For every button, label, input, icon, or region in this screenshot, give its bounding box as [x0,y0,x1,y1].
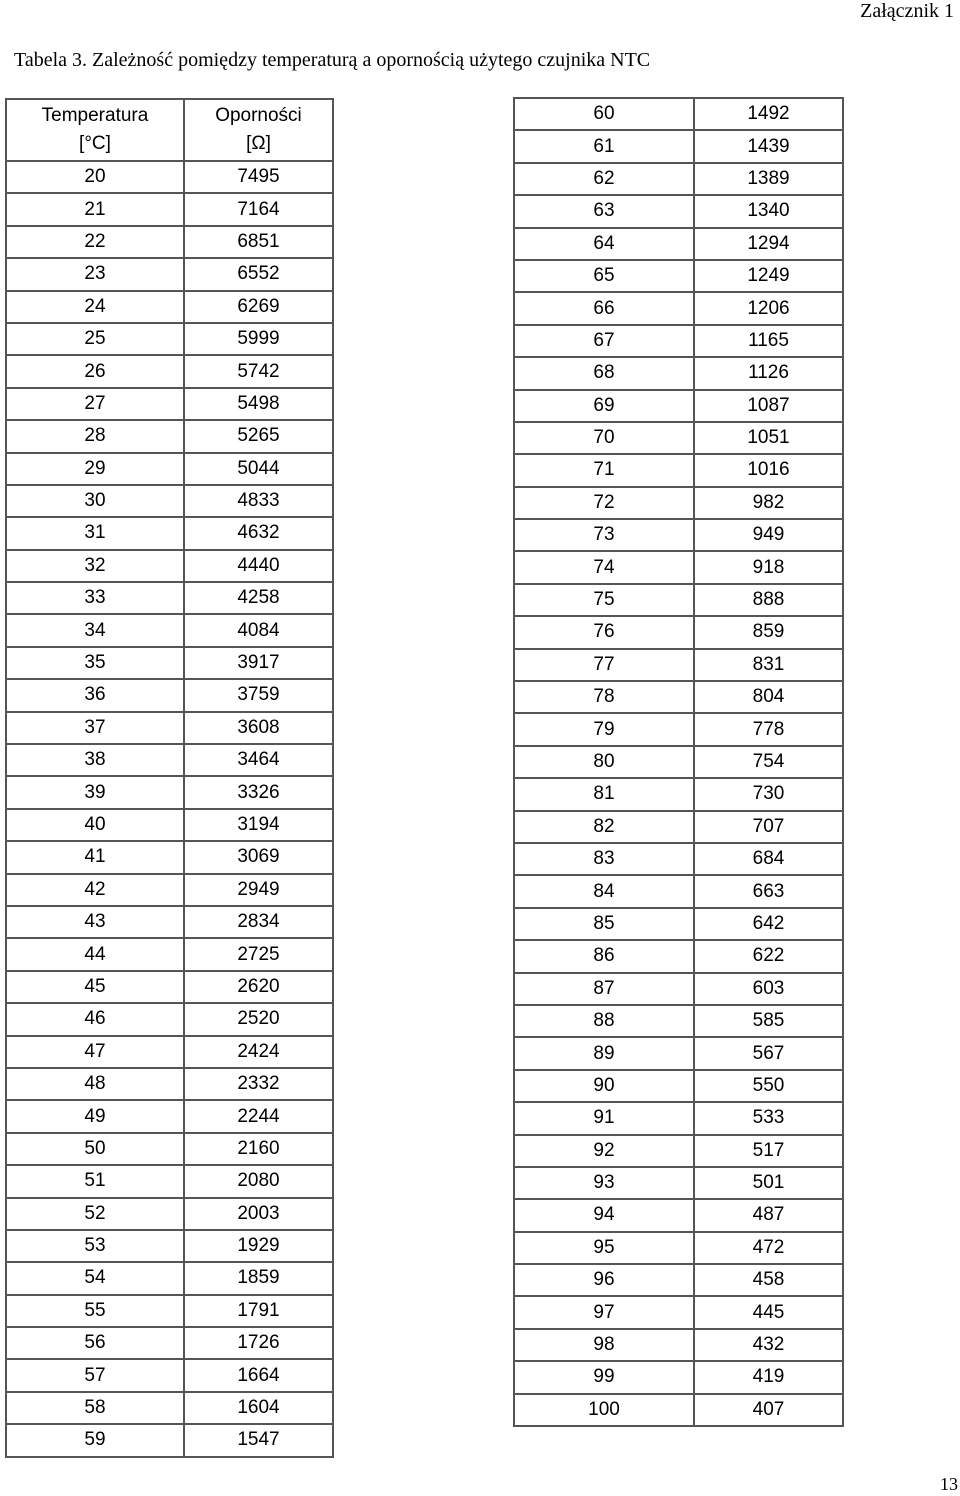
temperature-cell: 79 [514,713,694,745]
temperature-cell: 20 [6,161,184,193]
resistance-cell: 419 [694,1361,843,1393]
resistance-cell: 1249 [694,260,843,292]
table-row [514,1232,843,1264]
table-row [514,1296,843,1328]
resistance-cell: 778 [694,713,843,745]
table-row [514,1329,843,1361]
table-row [6,193,333,225]
temperature-cell: 58 [6,1392,184,1424]
table-row [6,938,333,970]
resistance-header-unit: [Ω] [246,133,271,154]
temperature-cell: 29 [6,453,184,485]
resistance-cell: 707 [694,811,843,843]
resistance-cell: 804 [694,681,843,713]
table-row [6,1295,333,1327]
temperature-cell: 33 [6,582,184,614]
resistance-cell: 730 [694,778,843,810]
resistance-cell: 7164 [184,193,333,225]
temperature-cell: 48 [6,1068,184,1100]
resistance-cell: 918 [694,551,843,583]
resistance-cell: 622 [694,940,843,972]
temperature-cell: 53 [6,1230,184,1262]
temperature-cell: 95 [514,1232,694,1264]
resistance-header [184,99,333,161]
table-row [6,744,333,776]
temperature-cell: 21 [6,193,184,225]
temperature-cell: 65 [514,260,694,292]
table-row [514,260,843,292]
table-row [6,1068,333,1100]
table-row [6,517,333,549]
temperature-cell: 28 [6,420,184,452]
temperature-cell: 68 [514,357,694,389]
table-row [514,811,843,843]
table-row [6,776,333,808]
table-row [514,1070,843,1102]
resistance-cell: 445 [694,1296,843,1328]
table-row [6,1165,333,1197]
temperature-cell: 27 [6,388,184,420]
resistance-cell: 5044 [184,453,333,485]
resistance-cell: 1206 [694,292,843,324]
temperature-cell: 41 [6,841,184,873]
table-row [6,971,333,1003]
table-left-body [6,161,333,1457]
table-row [6,355,333,387]
resistance-cell: 407 [694,1394,843,1426]
temperature-cell: 98 [514,1329,694,1361]
temperature-cell: 83 [514,843,694,875]
temperature-cell: 90 [514,1070,694,1102]
resistance-cell: 501 [694,1167,843,1199]
resistance-cell: 585 [694,1005,843,1037]
resistance-cell: 2244 [184,1100,333,1132]
temperature-cell: 50 [6,1133,184,1165]
temperature-cell: 78 [514,681,694,713]
resistance-cell: 458 [694,1264,843,1296]
resistance-cell: 2332 [184,1068,333,1100]
table-row [6,582,333,614]
temperature-cell: 25 [6,323,184,355]
table-row [514,843,843,875]
resistance-cell: 5498 [184,388,333,420]
temperature-cell: 71 [514,454,694,486]
table-row [514,1264,843,1296]
table-row [514,973,843,1005]
table-row [6,809,333,841]
table-row [514,1102,843,1134]
temperature-header-title: Temperatura [41,105,149,126]
temperature-cell: 32 [6,550,184,582]
temperature-cell: 70 [514,422,694,454]
temperature-cell: 59 [6,1424,184,1456]
temperature-cell: 54 [6,1262,184,1294]
temperature-cell: 57 [6,1359,184,1391]
table-row [514,908,843,940]
resistance-cell: 5999 [184,323,333,355]
temperature-cell: 52 [6,1198,184,1230]
table-row [6,712,333,744]
temperature-cell: 63 [514,195,694,227]
resistance-cell: 6552 [184,258,333,290]
resistance-cell: 432 [694,1329,843,1361]
table-row [6,420,333,452]
page-number: 13 [940,1474,958,1494]
temperature-cell: 88 [514,1005,694,1037]
temperature-cell: 51 [6,1165,184,1197]
resistance-cell: 663 [694,875,843,907]
resistance-cell: 2949 [184,874,333,906]
temperature-cell: 81 [514,778,694,810]
resistance-cell: 1087 [694,390,843,422]
resistance-cell: 6851 [184,226,333,258]
table-row [514,98,843,130]
table-row [514,649,843,681]
table-row [6,550,333,582]
table-row [6,258,333,290]
temperature-header [6,99,184,161]
table-row [514,325,843,357]
resistance-cell: 4084 [184,614,333,646]
table-row [514,1005,843,1037]
temperature-cell: 35 [6,647,184,679]
resistance-cell: 2003 [184,1198,333,1230]
resistance-cell: 1929 [184,1230,333,1262]
temperature-cell: 99 [514,1361,694,1393]
table-row [6,1359,333,1391]
resistance-cell: 859 [694,616,843,648]
temperature-cell: 49 [6,1100,184,1132]
resistance-cell: 2520 [184,1003,333,1035]
temperature-cell: 86 [514,940,694,972]
temperature-cell: 61 [514,130,694,162]
temperature-cell: 38 [6,744,184,776]
table-row [6,485,333,517]
resistance-cell: 603 [694,973,843,1005]
temperature-cell: 100 [514,1394,694,1426]
table-row [6,1424,333,1456]
temperature-cell: 93 [514,1167,694,1199]
resistance-cell: 533 [694,1102,843,1134]
resistance-cell: 2424 [184,1036,333,1068]
temperature-cell: 64 [514,228,694,260]
table-row [514,551,843,583]
table-row [514,357,843,389]
temperature-cell: 37 [6,712,184,744]
temperature-cell: 56 [6,1327,184,1359]
temperature-cell: 69 [514,390,694,422]
table-header-row [6,99,333,161]
resistance-cell: 6269 [184,291,333,323]
resistance-cell: 567 [694,1037,843,1069]
resistance-cell: 1859 [184,1262,333,1294]
resistance-cell: 2620 [184,971,333,1003]
resistance-cell: 3917 [184,647,333,679]
table-caption: Tabela 3. Zależność pomiędzy temperaturą a opornością użytego czujnika NTC [14,49,651,71]
temperature-cell: 60 [514,98,694,130]
temperature-cell: 67 [514,325,694,357]
resistance-cell: 4632 [184,517,333,549]
resistance-cell: 7495 [184,161,333,193]
resistance-cell: 1340 [694,195,843,227]
temperature-cell: 72 [514,487,694,519]
temperature-cell: 91 [514,1102,694,1134]
resistance-cell: 3759 [184,679,333,711]
resistance-cell: 1547 [184,1424,333,1456]
resistance-cell: 949 [694,519,843,551]
table-row [514,454,843,486]
temperature-cell: 23 [6,258,184,290]
temperature-cell: 73 [514,519,694,551]
temperature-cell: 31 [6,517,184,549]
temperature-cell: 26 [6,355,184,387]
resistance-cell: 831 [694,649,843,681]
table-row [514,713,843,745]
resistance-cell: 2080 [184,1165,333,1197]
table-row [514,875,843,907]
temperature-cell: 80 [514,746,694,778]
table-row [514,163,843,195]
temperature-cell: 42 [6,874,184,906]
table-row [6,161,333,193]
table-row [6,841,333,873]
table-row [514,746,843,778]
table-row [6,614,333,646]
temperature-cell: 47 [6,1036,184,1068]
temperature-cell: 43 [6,906,184,938]
resistance-cell: 754 [694,746,843,778]
resistance-cell: 1389 [694,163,843,195]
resistance-cell: 684 [694,843,843,875]
table-row [6,226,333,258]
table-row [514,519,843,551]
table-row [514,422,843,454]
resistance-cell: 1126 [694,357,843,389]
table-row [514,778,843,810]
table-row [514,1361,843,1393]
table-row [6,388,333,420]
ntc-table-left [5,98,334,1458]
resistance-cell: 5742 [184,355,333,387]
resistance-cell: 1664 [184,1359,333,1391]
table-row [514,1135,843,1167]
table-right-body [514,98,843,1426]
temperature-cell: 30 [6,485,184,517]
resistance-cell: 4258 [184,582,333,614]
table-row [6,1392,333,1424]
temperature-cell: 74 [514,551,694,583]
resistance-cell: 4440 [184,550,333,582]
table-row [6,874,333,906]
table-row [514,584,843,616]
table-row [514,487,843,519]
table-row [6,323,333,355]
table-row [514,292,843,324]
resistance-cell: 1604 [184,1392,333,1424]
temperature-cell: 96 [514,1264,694,1296]
temperature-cell: 89 [514,1037,694,1069]
temperature-cell: 66 [514,292,694,324]
table-row [6,679,333,711]
table-row [6,1262,333,1294]
table-row [6,1133,333,1165]
temperature-cell: 92 [514,1135,694,1167]
resistance-header-title: Oporności [215,105,302,126]
resistance-cell: 1439 [694,130,843,162]
resistance-cell: 487 [694,1199,843,1231]
resistance-cell: 3608 [184,712,333,744]
temperature-cell: 46 [6,1003,184,1035]
temperature-cell: 44 [6,938,184,970]
table-row [6,1327,333,1359]
table-row [514,130,843,162]
table-row [6,647,333,679]
resistance-cell: 2725 [184,938,333,970]
table-row [6,453,333,485]
resistance-cell: 1294 [694,228,843,260]
temperature-cell: 24 [6,291,184,323]
temperature-cell: 82 [514,811,694,843]
temperature-cell: 55 [6,1295,184,1327]
temperature-cell: 85 [514,908,694,940]
resistance-cell: 1791 [184,1295,333,1327]
table-row [6,1036,333,1068]
temperature-header-unit: [°C] [79,133,111,154]
temperature-cell: 62 [514,163,694,195]
temperature-cell: 84 [514,875,694,907]
resistance-cell: 5265 [184,420,333,452]
resistance-cell: 1726 [184,1327,333,1359]
temperature-cell: 22 [6,226,184,258]
table-row [6,291,333,323]
resistance-cell: 2834 [184,906,333,938]
resistance-cell: 517 [694,1135,843,1167]
table-row [514,940,843,972]
table-row [514,1037,843,1069]
resistance-cell: 3464 [184,744,333,776]
resistance-cell: 982 [694,487,843,519]
temperature-cell: 45 [6,971,184,1003]
table-row [514,228,843,260]
table-row [514,616,843,648]
resistance-cell: 1016 [694,454,843,486]
temperature-cell: 94 [514,1199,694,1231]
table-row [514,681,843,713]
table-row [514,1167,843,1199]
table-row [514,1394,843,1426]
temperature-cell: 39 [6,776,184,808]
temperature-cell: 34 [6,614,184,646]
resistance-cell: 1051 [694,422,843,454]
table-row [514,1199,843,1231]
ntc-table-right [513,97,844,1427]
table-row [6,1198,333,1230]
resistance-cell: 4833 [184,485,333,517]
resistance-cell: 888 [694,584,843,616]
table-row [6,906,333,938]
resistance-cell: 550 [694,1070,843,1102]
temperature-cell: 97 [514,1296,694,1328]
table-row [6,1100,333,1132]
temperature-cell: 76 [514,616,694,648]
resistance-cell: 642 [694,908,843,940]
temperature-cell: 87 [514,973,694,1005]
temperature-cell: 77 [514,649,694,681]
resistance-cell: 3069 [184,841,333,873]
table-row [6,1003,333,1035]
resistance-cell: 1492 [694,98,843,130]
resistance-cell: 3326 [184,776,333,808]
table-row [514,390,843,422]
table-row [6,1230,333,1262]
resistance-cell: 3194 [184,809,333,841]
resistance-cell: 472 [694,1232,843,1264]
table-row [514,195,843,227]
temperature-cell: 75 [514,584,694,616]
resistance-cell: 1165 [694,325,843,357]
temperature-cell: 40 [6,809,184,841]
resistance-cell: 2160 [184,1133,333,1165]
annex-label: Załącznik 1 [860,0,954,22]
temperature-cell: 36 [6,679,184,711]
